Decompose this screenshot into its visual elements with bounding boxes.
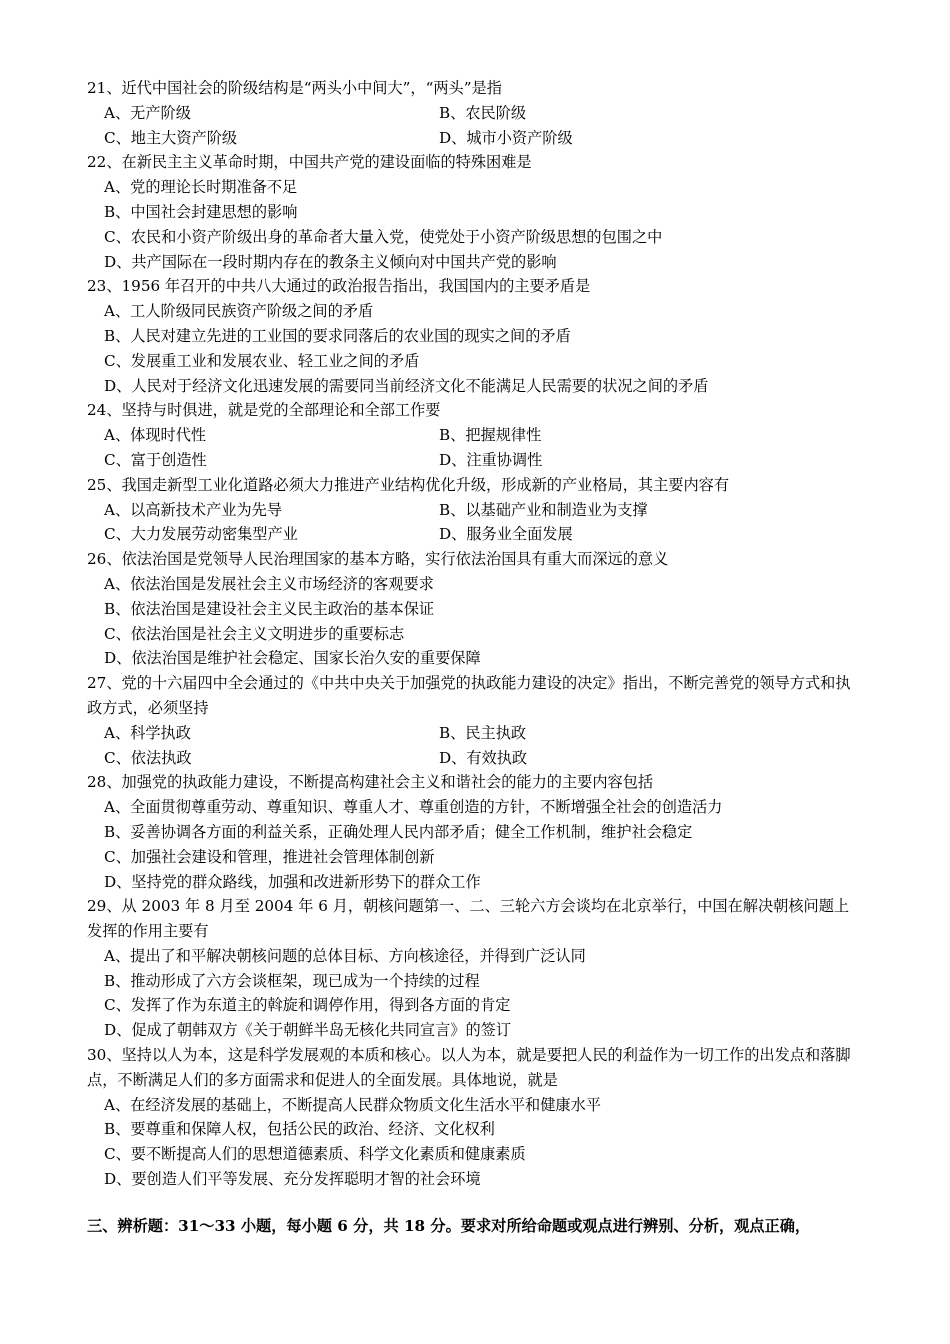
- option-item: C、富于创造性: [104, 450, 207, 469]
- option-item: C、发挥了作为东道主的斡旋和调停作用，得到各方面的肯定: [104, 996, 511, 1015]
- option-item: B、以基础产业和制造业为支撑: [439, 500, 648, 519]
- question-stem: 24、坚持与时俱进，就是党的全部理论和全部工作要: [87, 401, 441, 420]
- option-item: B、依法治国是建设社会主义民主政治的基本保证: [104, 599, 435, 618]
- option-item: B、民主执政: [439, 723, 527, 742]
- question-25: [87, 473, 864, 547]
- option-item: A、体现时代性: [104, 426, 207, 445]
- option-item: C、大力发展劳动密集型产业: [104, 525, 298, 544]
- option-item: C、地主大资产阶级: [104, 128, 238, 147]
- question-list: [87, 76, 864, 1192]
- option-row: [87, 498, 864, 523]
- question-stem: 21、近代中国社会的阶级结构是“两头小中间大”，“两头”是指: [87, 79, 502, 97]
- option-item: B、把握规律性: [439, 426, 542, 445]
- option-item: D、共产国际在一段时期内存在的教条主义倾向对中国共产党的影响: [104, 252, 557, 271]
- question-21: [87, 76, 864, 150]
- option-item: C、要不断提高人们的思想道德素质、科学文化素质和健康素质: [104, 1145, 526, 1164]
- option-row: [87, 448, 864, 473]
- question-stem: 25、我国走新型工业化道路必须大力推进产业结构优化升级，形成新的产业格局，其主要内容有: [87, 475, 730, 494]
- option-item: A、提出了和平解决朝核问题的总体目标、方向核途径，并得到广泛认同: [104, 946, 586, 965]
- option-item: A、无产阶级: [104, 103, 191, 122]
- option-item: A、全面贯彻尊重劳动、尊重知识、尊重人才、尊重创造的方针，不断增强全社会的创造活力: [104, 798, 723, 817]
- option-item: D、坚持党的群众路线，加强和改进新形势下的群众工作: [104, 872, 481, 891]
- option-item: C、依法执政: [104, 748, 192, 767]
- option-item: D、有效执政: [439, 748, 528, 767]
- question-27: [87, 671, 864, 770]
- option-item: D、城市小资产阶级: [439, 128, 573, 147]
- question-stem: 26、依法治国是党领导人民治理国家的基本方略，实行依法治国具有重大而深远的意义: [87, 550, 669, 569]
- option-item: C、发展重工业和发展农业、轻工业之间的矛盾: [104, 351, 420, 370]
- question-stem: 29、从 2003 年 8 月至 2004 年 6 月，朝核问题第一、二、三轮六方会谈均在北京举行，中国在解决朝核问题上发挥的作用主要有: [87, 897, 850, 941]
- question-23: [87, 274, 864, 398]
- option-item: A、在经济发展的基础上，不断提高人民群众物质文化生活水平和健康水平: [104, 1095, 601, 1114]
- option-row: [87, 423, 864, 448]
- question-28: [87, 770, 864, 894]
- option-item: D、注重协调性: [439, 450, 543, 469]
- option-item: C、依法治国是社会主义文明进步的重要标志: [104, 624, 405, 643]
- option-item: C、加强社会建设和管理，推进社会管理体制创新: [104, 847, 435, 866]
- question-24: [87, 398, 864, 472]
- question-stem: 27、党的十六届四中全会通过的《中共中央关于加强党的执政能力建设的决定》指出，不断完善党的领导方式和执政方式，必须坚持: [87, 674, 851, 717]
- option-item: B、人民对建立先进的工业国的要求同落后的农业国的现实之间的矛盾: [104, 326, 571, 345]
- option-item: B、推动形成了六方会谈框架，现已成为一个持续的过程: [104, 971, 480, 990]
- option-row: [87, 746, 864, 771]
- question-stem: 22、在新民主主义革命时期，中国共产党的建设面临的特殊困难是: [87, 153, 532, 172]
- question-stem: 28、加强党的执政能力建设，不断提高构建社会主义和谐社会的能力的主要内容包括: [87, 773, 654, 792]
- option-row: [87, 721, 864, 746]
- option-item: B、农民阶级: [439, 103, 527, 122]
- option-item: C、农民和小资产阶级出身的革命者大量入党，使党处于小资产阶级思想的包围之中: [104, 227, 663, 246]
- option-row: [87, 101, 864, 126]
- question-26: [87, 547, 864, 671]
- question-29: [87, 894, 864, 1043]
- option-row: [87, 522, 864, 547]
- option-item: B、中国社会封建思想的影响: [104, 202, 298, 221]
- question-stem: 23、1956 年召开的中共八大通过的政治报告指出，我国国内的主要矛盾是: [87, 277, 591, 296]
- option-item: D、要创造人们平等发展、充分发挥聪明才智的社会环境: [104, 1170, 481, 1189]
- option-item: D、服务业全面发展: [439, 525, 573, 544]
- question-30: [87, 1043, 864, 1192]
- option-item: A、依法治国是发展社会主义市场经济的客观要求: [104, 574, 434, 593]
- option-item: A、科学执政: [104, 723, 191, 742]
- option-row: [87, 126, 864, 151]
- question-22: [87, 150, 864, 274]
- option-item: B、要尊重和保障人权，包括公民的政治、经济、文化权利: [104, 1120, 495, 1139]
- option-item: A、党的理论长时期准备不足: [104, 178, 298, 197]
- option-item: A、工人阶级同民族资产阶级之间的矛盾: [104, 302, 374, 321]
- option-item: B、妥善协调各方面的利益关系，正确处理人民内部矛盾；健全工作机制，维护社会稳定: [104, 822, 693, 841]
- option-item: D、人民对于经济文化迅速发展的需要同当前经济文化不能满足人民需要的状况之间的矛盾: [104, 376, 709, 395]
- option-item: D、促成了朝韩双方《关于朝鲜半岛无核化共同宣言》的签订: [104, 1021, 512, 1040]
- option-item: A、以高新技术产业为先导: [104, 500, 283, 519]
- question-stem: 30、坚持以人为本，这是科学发展观的本质和核心。以人为本，就是要把人民的利益作为一切工作的出发点和落脚点，不断满足人们的多方面需求和促进人的全面发展。具体地说，就是: [87, 1046, 851, 1089]
- option-item: D、依法治国是维护社会稳定、国家长治久安的重要保障: [104, 649, 481, 668]
- section-heading: 三、辨析题：31～33 小题，每小题 6 分，共 18 分。要求对所给命题或观点进行辨别、分析，观点正确，: [87, 1216, 811, 1235]
